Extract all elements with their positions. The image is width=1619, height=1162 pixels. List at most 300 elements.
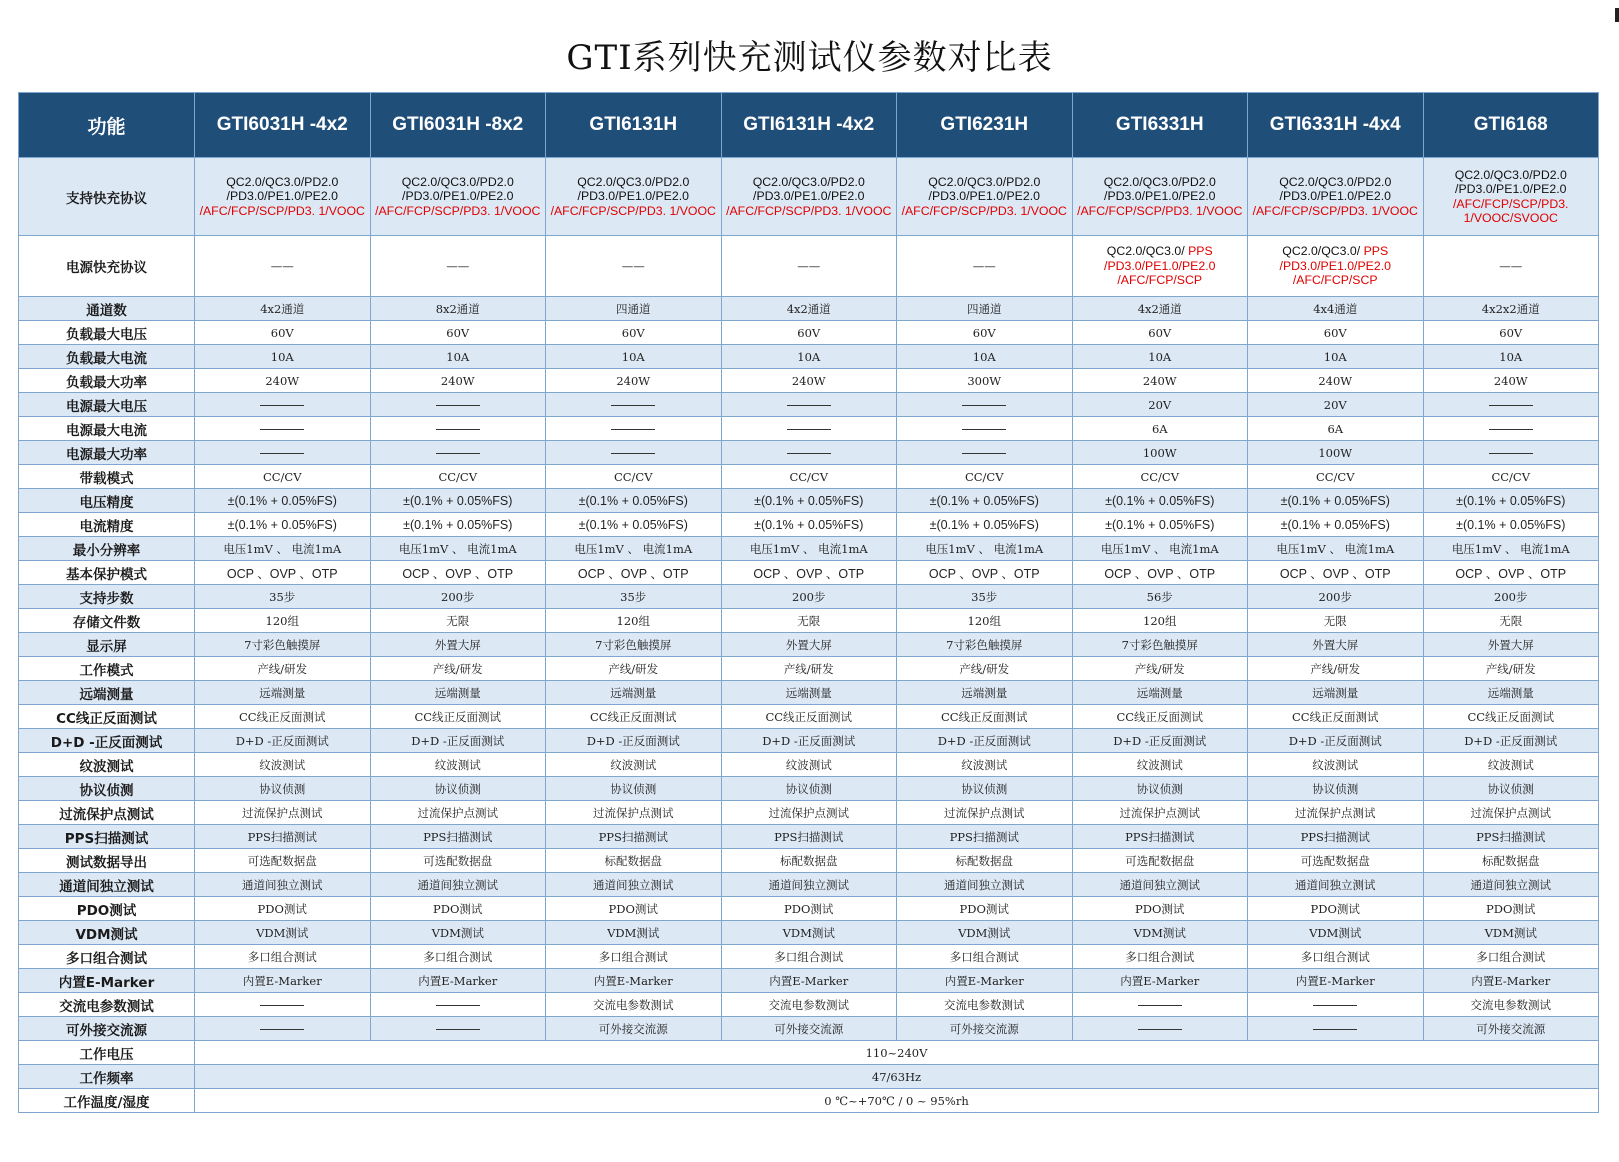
table-cell: 通道间独立测试: [1248, 873, 1424, 897]
table-cell: ±(0.1% + 0.05%FS): [1248, 489, 1424, 513]
table-cell: 内置E-Marker: [721, 969, 897, 993]
table-cell: D+D -正反面测试: [1423, 729, 1599, 753]
row-label: PPS扫描测试: [19, 825, 195, 849]
table-cell: 远端测量: [721, 681, 897, 705]
table-cell: 四通道: [546, 297, 722, 321]
table-cell: VDM测试: [546, 921, 722, 945]
table-cell: 标配数据盘: [721, 849, 897, 873]
dash-line: [436, 453, 480, 454]
table-cell: 可选配数据盘: [1072, 849, 1248, 873]
table-cell: 20V: [1248, 393, 1424, 417]
table-cell: 过流保护点测试: [897, 801, 1073, 825]
table-cell: 产线/研发: [546, 657, 722, 681]
table-cell: 无限: [1423, 609, 1599, 633]
table-cell: VDM测试: [721, 921, 897, 945]
empty-dash-cell: [195, 417, 371, 441]
table-cell: 协议侦测: [721, 777, 897, 801]
table-cell: 内置E-Marker: [195, 969, 371, 993]
table-row: [19, 633, 1599, 657]
empty-dash-cell: [897, 393, 1073, 417]
table-cell: 通道间独立测试: [195, 873, 371, 897]
row-label: 工作频率: [19, 1065, 195, 1089]
table-cell: OCP 、OVP 、OTP: [195, 561, 371, 585]
table-cell: 远端测量: [195, 681, 371, 705]
table-cell: D+D -正反面测试: [546, 729, 722, 753]
table-cell: 多口组合测试: [546, 945, 722, 969]
table-cell: OCP 、OVP 、OTP: [1072, 561, 1248, 585]
table-cell: 交流电参数测试: [546, 993, 722, 1017]
table-cell: ±(0.1% + 0.05%FS): [546, 513, 722, 537]
table-cell: ±(0.1% + 0.05%FS): [195, 489, 371, 513]
table-cell: 多口组合测试: [1248, 945, 1424, 969]
dash-line: [787, 453, 831, 454]
table-cell: 内置E-Marker: [1072, 969, 1248, 993]
protocol-cell: [1072, 158, 1248, 236]
protocol-line-red: /AFC/FCP/SCP/PD3. 1/VOOC: [1077, 203, 1243, 218]
table-cell: 产线/研发: [1423, 657, 1599, 681]
row-label: 电压精度: [19, 489, 195, 513]
table-cell: CC线正反面测试: [1072, 705, 1248, 729]
table-cell: 可选配数据盘: [370, 849, 546, 873]
table-cell: CC/CV: [370, 465, 546, 489]
table-cell: PPS扫描测试: [1072, 825, 1248, 849]
table-row: [19, 609, 1599, 633]
table-row: [19, 1017, 1599, 1041]
table-cell: 协议侦测: [195, 777, 371, 801]
table-cell: CC/CV: [195, 465, 371, 489]
protocol-line-red: /AFC/FCP/SCP/PD3. 1/VOOC: [375, 203, 541, 218]
table-cell: 无限: [721, 609, 897, 633]
table-cell: PDO测试: [721, 897, 897, 921]
table-cell: ±(0.1% + 0.05%FS): [1072, 513, 1248, 537]
table-cell: OCP 、OVP 、OTP: [370, 561, 546, 585]
table-cell: 外置大屏: [721, 633, 897, 657]
dash-line: [1313, 1029, 1357, 1030]
header-model: GTI6031H -8x2: [370, 93, 546, 158]
row-label: 电源最大电流: [19, 417, 195, 441]
row-fast-charge: [19, 158, 1599, 236]
table-cell: CC线正反面测试: [1248, 705, 1424, 729]
dash-line: [787, 405, 831, 406]
table-row: [19, 441, 1599, 465]
table-cell: 60V: [897, 321, 1073, 345]
table-cell: 标配数据盘: [546, 849, 722, 873]
header-model: GTI6131H -4x2: [721, 93, 897, 158]
dash-line: [611, 453, 655, 454]
table-cell: 10A: [195, 345, 371, 369]
table-cell: 可外接交流源: [546, 1017, 722, 1041]
empty-dash-cell: [370, 1017, 546, 1041]
dash-line: [962, 429, 1006, 430]
protocol-line-red: /AFC/FCP/SCP/PD3. 1/VOOC: [726, 203, 892, 218]
table-cell: VDM测试: [1248, 921, 1424, 945]
table-row: [19, 297, 1599, 321]
table-row: [19, 417, 1599, 441]
header-function: 功能: [19, 93, 195, 158]
table-cell: 4x2通道: [195, 297, 371, 321]
table-row: [19, 537, 1599, 561]
row-label: 电流精度: [19, 513, 195, 537]
dash-cell: [546, 236, 722, 297]
table-row: [19, 777, 1599, 801]
table-cell: D+D -正反面测试: [897, 729, 1073, 753]
protocol-line-red: /AFC/FCP/SCP/PD3. 1/VOOC: [199, 203, 365, 218]
table-cell: 10A: [1072, 345, 1248, 369]
table-cell: 通道间独立测试: [1072, 873, 1248, 897]
table-cell: 4x2通道: [1072, 297, 1248, 321]
table-row-merged: [19, 1041, 1599, 1065]
table-cell: 200步: [1423, 585, 1599, 609]
table-row: [19, 993, 1599, 1017]
empty-dash-cell: [1072, 993, 1248, 1017]
empty-dash-cell: [546, 393, 722, 417]
dash-cell: [897, 236, 1073, 297]
table-cell: CC线正反面测试: [721, 705, 897, 729]
table-cell: ±(0.1% + 0.05%FS): [1423, 489, 1599, 513]
table-cell: 过流保护点测试: [1423, 801, 1599, 825]
table-cell: 60V: [1072, 321, 1248, 345]
table-cell: PPS扫描测试: [721, 825, 897, 849]
dash-line: [611, 429, 655, 430]
table-cell: 240W: [370, 369, 546, 393]
table-cell: 8x2通道: [370, 297, 546, 321]
protocol-line-red: 1/VOOC/SVOOC: [1463, 211, 1558, 225]
dash-line: [1489, 429, 1533, 430]
protocol-cell: [897, 158, 1073, 236]
row-label: 负载最大电流: [19, 345, 195, 369]
table-cell: 外置大屏: [370, 633, 546, 657]
table-cell: VDM测试: [370, 921, 546, 945]
table-cell: PPS扫描测试: [370, 825, 546, 849]
table-cell: 120组: [1072, 609, 1248, 633]
table-cell: 过流保护点测试: [546, 801, 722, 825]
table-cell: 电压1mV 、 电流1mA: [721, 537, 897, 561]
table-cell: 内置E-Marker: [897, 969, 1073, 993]
table-cell: ±(0.1% + 0.05%FS): [370, 513, 546, 537]
protocol-line-red: /AFC/FCP/SCP/PD3.: [1453, 196, 1569, 211]
table-cell: VDM测试: [897, 921, 1073, 945]
table-cell: 240W: [1248, 369, 1424, 393]
protocol-cell: [546, 158, 722, 236]
row-label: 协议侦测: [19, 777, 195, 801]
table-cell: 60V: [546, 321, 722, 345]
dash-text: ——: [270, 259, 294, 273]
table-cell: CC线正反面测试: [897, 705, 1073, 729]
row-label: 测试数据导出: [19, 849, 195, 873]
table-cell: 60V: [1248, 321, 1424, 345]
table-cell: CC/CV: [546, 465, 722, 489]
protocol-line: /PD3.0/PE1.0/PE2.0: [226, 189, 338, 204]
row-label: 多口组合测试: [19, 945, 195, 969]
row-label: 可外接交流源: [19, 1017, 195, 1041]
table-cell: D+D -正反面测试: [195, 729, 371, 753]
dash-line: [1489, 405, 1533, 406]
empty-dash-cell: [370, 417, 546, 441]
row-label: 带载模式: [19, 465, 195, 489]
dash-line: [962, 405, 1006, 406]
table-cell: PPS扫描测试: [897, 825, 1073, 849]
table-cell: 电压1mV 、 电流1mA: [1248, 537, 1424, 561]
empty-dash-cell: [370, 393, 546, 417]
table-cell: 200步: [370, 585, 546, 609]
protocol-line: /PD3.0/PE1.0/PE2.0: [753, 189, 865, 204]
table-cell: 纹波测试: [721, 753, 897, 777]
table-cell: 纹波测试: [546, 753, 722, 777]
table-cell: 多口组合测试: [195, 945, 371, 969]
table-cell: 7寸彩色触摸屏: [897, 633, 1073, 657]
empty-dash-cell: [370, 441, 546, 465]
table-cell: 通道间独立测试: [546, 873, 722, 897]
table-cell: 内置E-Marker: [1248, 969, 1424, 993]
dash-line: [260, 453, 304, 454]
row-label: 电源快充协议: [19, 236, 195, 297]
table-cell: 100W: [1072, 441, 1248, 465]
spec-comparison-table: [18, 92, 1599, 1113]
protocol-line-red: /AFC/FCP/SCP/PD3. 1/VOOC: [901, 203, 1067, 218]
dash-line: [787, 429, 831, 430]
row-label: PDO测试: [19, 897, 195, 921]
dash-line: [436, 1005, 480, 1006]
table-row: [19, 945, 1599, 969]
table-row: [19, 561, 1599, 585]
table-cell: 4x2x2通道: [1423, 297, 1599, 321]
row-label: VDM测试: [19, 921, 195, 945]
table-cell: 多口组合测试: [721, 945, 897, 969]
table-cell: 4x2通道: [721, 297, 897, 321]
table-cell: 10A: [1423, 345, 1599, 369]
table-cell: 过流保护点测试: [370, 801, 546, 825]
dash-line: [1138, 1029, 1182, 1030]
empty-dash-cell: [546, 441, 722, 465]
table-cell: 电压1mV 、 电流1mA: [897, 537, 1073, 561]
table-cell: 外置大屏: [1423, 633, 1599, 657]
table-cell: 过流保护点测试: [1248, 801, 1424, 825]
table-cell: OCP 、OVP 、OTP: [897, 561, 1073, 585]
dash-cell: [195, 236, 371, 297]
table-cell: 协议侦测: [546, 777, 722, 801]
table-cell: ±(0.1% + 0.05%FS): [897, 513, 1073, 537]
table-cell: CC/CV: [1248, 465, 1424, 489]
table-cell: 通道间独立测试: [1423, 873, 1599, 897]
table-cell: 协议侦测: [370, 777, 546, 801]
row-label: D+D -正反面测试: [19, 729, 195, 753]
empty-dash-cell: [897, 441, 1073, 465]
table-cell: CC/CV: [897, 465, 1073, 489]
protocol-line: QC2.0/QC3.0/PD2.0: [928, 174, 1041, 189]
table-cell: PPS扫描测试: [1423, 825, 1599, 849]
dash-line: [611, 405, 655, 406]
table-cell: 60V: [1423, 321, 1599, 345]
table-cell: 纹波测试: [1072, 753, 1248, 777]
table-cell: 7寸彩色触摸屏: [195, 633, 371, 657]
table-cell: 35步: [195, 585, 371, 609]
table-cell: 协议侦测: [1072, 777, 1248, 801]
table-cell: 四通道: [897, 297, 1073, 321]
row-label: 过流保护点测试: [19, 801, 195, 825]
table-cell: ±(0.1% + 0.05%FS): [897, 489, 1073, 513]
table-cell: ±(0.1% + 0.05%FS): [370, 489, 546, 513]
merged-cell: 110~240V: [195, 1041, 1599, 1065]
table-row: [19, 465, 1599, 489]
empty-dash-cell: [1423, 393, 1599, 417]
dash-line: [962, 453, 1006, 454]
table-row: [19, 393, 1599, 417]
protocol-line-red: /PD3.0/PE1.0/PE2.0: [1279, 258, 1391, 273]
table-cell: D+D -正反面测试: [370, 729, 546, 753]
header-model: GTI6131H: [546, 93, 722, 158]
table-row: [19, 657, 1599, 681]
table-cell: 通道间独立测试: [721, 873, 897, 897]
table-cell: 240W: [1423, 369, 1599, 393]
header-model: GTI6231H: [897, 93, 1073, 158]
table-cell: 协议侦测: [1248, 777, 1424, 801]
table-cell: 6A: [1072, 417, 1248, 441]
empty-dash-cell: [1423, 441, 1599, 465]
table-cell: 内置E-Marker: [370, 969, 546, 993]
table-cell: PDO测试: [1072, 897, 1248, 921]
dash-text: ——: [446, 259, 470, 273]
empty-dash-cell: [721, 393, 897, 417]
table-cell: 交流电参数测试: [897, 993, 1073, 1017]
header-model: GTI6331H: [1072, 93, 1248, 158]
table-cell: 产线/研发: [721, 657, 897, 681]
table-cell: 多口组合测试: [1423, 945, 1599, 969]
table-cell: 240W: [1072, 369, 1248, 393]
table-cell: 电压1mV 、 电流1mA: [1423, 537, 1599, 561]
table-cell: ±(0.1% + 0.05%FS): [1423, 513, 1599, 537]
empty-dash-cell: [195, 1017, 371, 1041]
table-row: [19, 705, 1599, 729]
row-label: 支持快充协议: [19, 158, 195, 236]
table-cell: PPS扫描测试: [195, 825, 371, 849]
table-cell: 可选配数据盘: [195, 849, 371, 873]
table-cell: OCP 、OVP 、OTP: [721, 561, 897, 585]
dash-line: [1313, 1005, 1357, 1006]
table-cell: 7寸彩色触摸屏: [1072, 633, 1248, 657]
table-cell: 60V: [721, 321, 897, 345]
table-cell: ±(0.1% + 0.05%FS): [1248, 513, 1424, 537]
empty-dash-cell: [195, 393, 371, 417]
protocol-line: /PD3.0/PE1.0/PE2.0: [928, 189, 1040, 204]
empty-dash-cell: [721, 417, 897, 441]
dash-line: [436, 1029, 480, 1030]
row-label: 负载最大功率: [19, 369, 195, 393]
table-cell: 多口组合测试: [370, 945, 546, 969]
empty-dash-cell: [195, 441, 371, 465]
protocol-cell: [1072, 236, 1248, 297]
table-cell: 产线/研发: [1072, 657, 1248, 681]
table-cell: 外置大屏: [1248, 633, 1424, 657]
header-model: GTI6168: [1423, 93, 1599, 158]
table-row: [19, 897, 1599, 921]
table-cell: 远端测量: [546, 681, 722, 705]
table-cell: 通道间独立测试: [897, 873, 1073, 897]
protocol-line-red: /PD3.0/PE1.0/PE2.0: [1104, 258, 1216, 273]
dash-line: [436, 405, 480, 406]
page-edge-mark: [1613, 0, 1619, 55]
table-cell: OCP 、OVP 、OTP: [1248, 561, 1424, 585]
empty-dash-cell: [721, 441, 897, 465]
empty-dash-cell: [195, 993, 371, 1017]
protocol-line: QC2.0/QC3.0/ PPS: [1282, 244, 1389, 259]
table-cell: 远端测量: [370, 681, 546, 705]
table-cell: 纹波测试: [195, 753, 371, 777]
table-cell: 交流电参数测试: [721, 993, 897, 1017]
row-label: 通道间独立测试: [19, 873, 195, 897]
table-cell: 240W: [546, 369, 722, 393]
row-source-fast-charge: [19, 236, 1599, 297]
table-cell: 120组: [195, 609, 371, 633]
empty-dash-cell: [1248, 993, 1424, 1017]
table-cell: 60V: [370, 321, 546, 345]
table-cell: CC线正反面测试: [546, 705, 722, 729]
table-cell: 远端测量: [1072, 681, 1248, 705]
table-cell: 电压1mV 、 电流1mA: [546, 537, 722, 561]
table-cell: D+D -正反面测试: [1248, 729, 1424, 753]
table-row: [19, 369, 1599, 393]
dash-line: [1489, 453, 1533, 454]
table-cell: 可外接交流源: [721, 1017, 897, 1041]
table-cell: ±(0.1% + 0.05%FS): [721, 489, 897, 513]
table-cell: 35步: [897, 585, 1073, 609]
row-label: 通道数: [19, 297, 195, 321]
protocol-cell: [1248, 158, 1424, 236]
protocol-line: QC2.0/QC3.0/PD2.0: [752, 174, 865, 189]
table-row: [19, 489, 1599, 513]
table-row: [19, 513, 1599, 537]
empty-dash-cell: [370, 993, 546, 1017]
table-cell: 120组: [897, 609, 1073, 633]
table-row: [19, 681, 1599, 705]
table-cell: 10A: [1248, 345, 1424, 369]
table-cell: PDO测试: [1423, 897, 1599, 921]
protocol-line: /PD3.0/PE1.0/PE2.0: [577, 189, 689, 204]
table-cell: 电压1mV 、 电流1mA: [1072, 537, 1248, 561]
table-cell: 远端测量: [1248, 681, 1424, 705]
table-cell: 240W: [195, 369, 371, 393]
row-label: 电源最大功率: [19, 441, 195, 465]
table-cell: 产线/研发: [1248, 657, 1424, 681]
table-row: [19, 873, 1599, 897]
table-cell: 产线/研发: [897, 657, 1073, 681]
table-cell: 产线/研发: [195, 657, 371, 681]
dash-text: ——: [972, 259, 996, 273]
row-label: 工作温度/湿度: [19, 1089, 195, 1113]
table-cell: OCP 、OVP 、OTP: [1423, 561, 1599, 585]
protocol-line: /PD3.0/PE1.0/PE2.0: [1279, 189, 1391, 204]
table-cell: 240W: [721, 369, 897, 393]
protocol-line-red: /AFC/FCP/SCP: [1117, 273, 1203, 288]
protocol-line: /PD3.0/PE1.0/PE2.0: [1104, 189, 1216, 204]
protocol-cell: [1423, 158, 1599, 236]
dash-line: [260, 429, 304, 430]
table-cell: OCP 、OVP 、OTP: [546, 561, 722, 585]
protocol-line: QC2.0/QC3.0/PD2.0: [226, 174, 339, 189]
table-cell: 标配数据盘: [1423, 849, 1599, 873]
protocol-line: QC2.0/QC3.0/ PPS: [1106, 244, 1213, 259]
table-row: [19, 969, 1599, 993]
table-cell: 远端测量: [1423, 681, 1599, 705]
row-label: 交流电参数测试: [19, 993, 195, 1017]
dash-line: [436, 429, 480, 430]
table-cell: 200步: [721, 585, 897, 609]
protocol-cell: [370, 158, 546, 236]
table-cell: 无限: [370, 609, 546, 633]
table-cell: 远端测量: [897, 681, 1073, 705]
table-cell: CC线正反面测试: [370, 705, 546, 729]
row-label: 工作电压: [19, 1041, 195, 1065]
table-cell: 过流保护点测试: [195, 801, 371, 825]
